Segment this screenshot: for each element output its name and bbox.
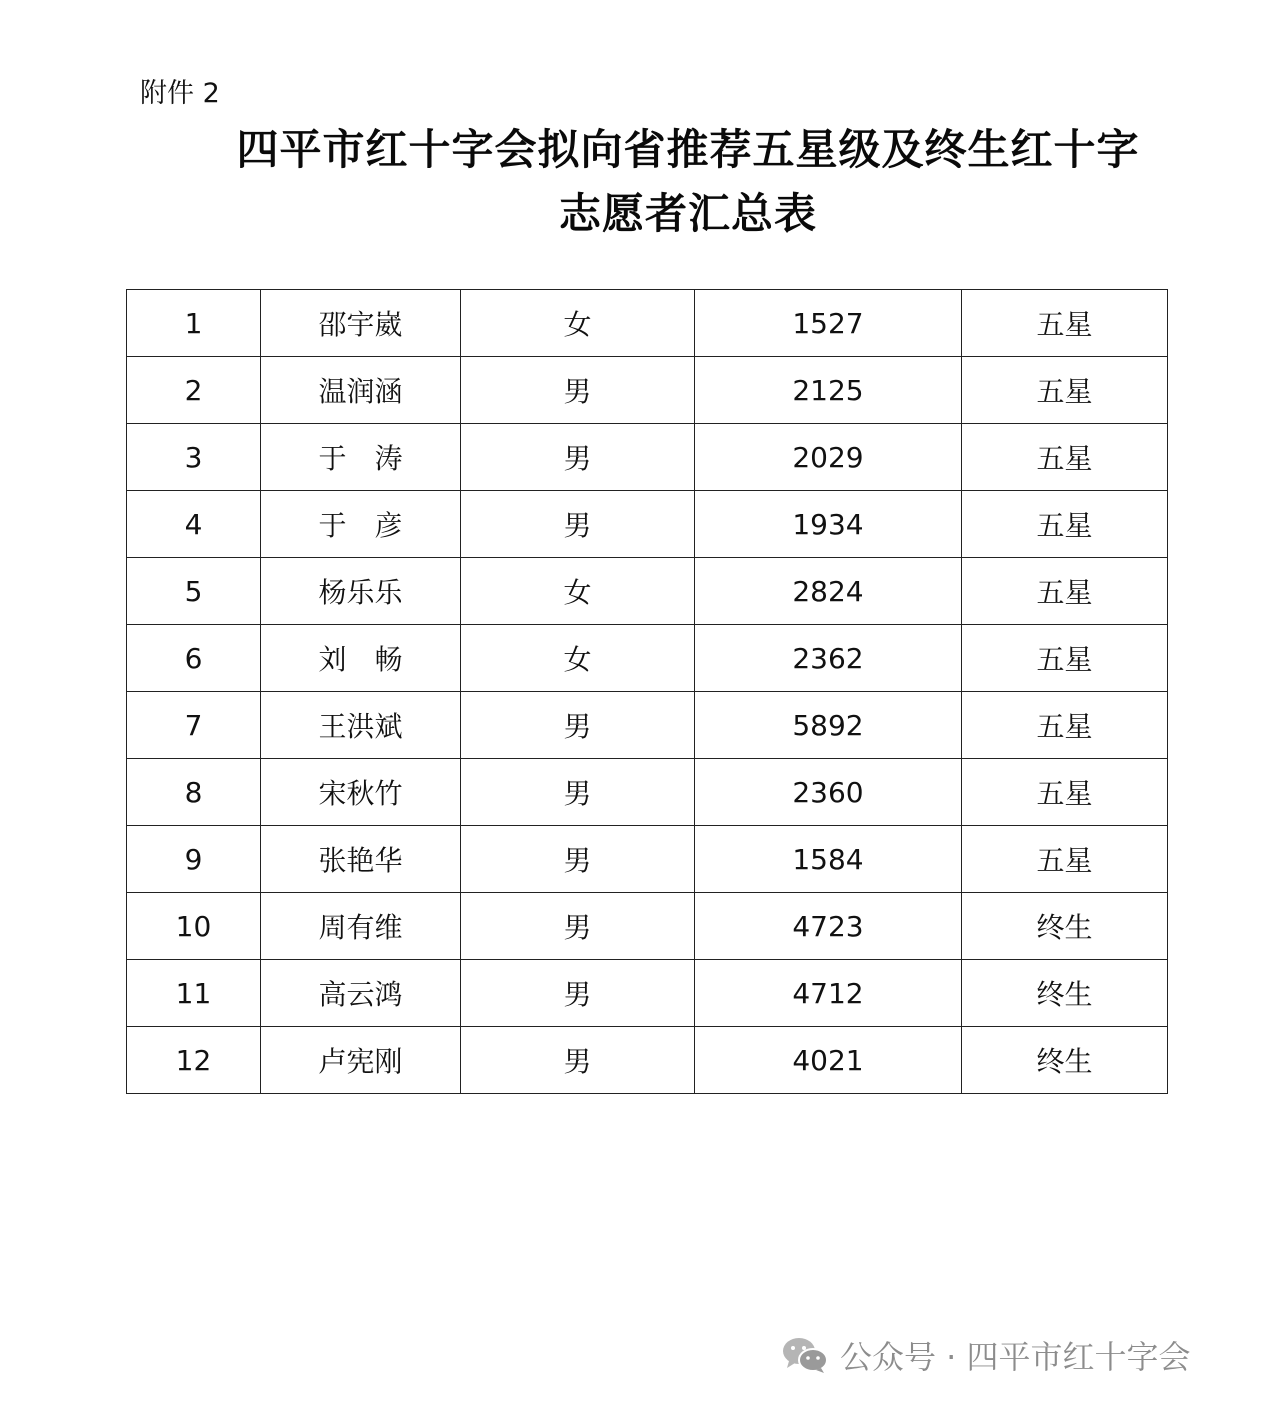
volunteer-gender: 女: [563, 308, 592, 341]
volunteer-level-cell: [962, 625, 1168, 692]
row-index: 7: [184, 708, 203, 742]
table-row: [127, 558, 1168, 625]
volunteer-hours-cell: [695, 290, 962, 357]
volunteer-gender: 男: [563, 777, 592, 810]
volunteer-name-cell: [261, 960, 461, 1027]
volunteer-name: 温润涵: [318, 375, 403, 408]
volunteer-hours: 2029: [792, 440, 864, 474]
volunteer-level-cell: [962, 558, 1168, 625]
volunteer-level: 五星: [1036, 308, 1093, 341]
volunteer-name: 宋秋竹: [318, 777, 403, 810]
volunteer-hours: 1584: [792, 842, 864, 876]
table-row: [127, 491, 1168, 558]
volunteer-gender-cell: [461, 491, 695, 558]
volunteer-gender: 男: [563, 710, 592, 743]
volunteer-level: 终生: [1036, 911, 1093, 944]
row-index: 9: [184, 842, 203, 876]
volunteer-gender-cell: [461, 692, 695, 759]
volunteer-level-cell: [962, 759, 1168, 826]
volunteer-gender-cell: [461, 558, 695, 625]
volunteer-name: 邵宇崴: [318, 308, 403, 341]
table-row: [127, 893, 1168, 960]
volunteer-hours-cell: [695, 759, 962, 826]
watermark-text: 公众号 · 四平市红十字会: [840, 1338, 1191, 1376]
table-row: [127, 625, 1168, 692]
row-index: 5: [184, 574, 203, 608]
table-row: [127, 692, 1168, 759]
volunteer-hours: 1527: [792, 306, 864, 340]
volunteer-name: 王洪斌: [318, 710, 403, 743]
volunteer-hours-cell: [695, 960, 962, 1027]
volunteer-level-cell: [962, 960, 1168, 1027]
volunteer-level: 五星: [1036, 643, 1093, 676]
volunteer-name: 于 彦: [318, 509, 403, 542]
volunteer-name: 于 涛: [318, 442, 403, 475]
volunteer-gender: 男: [563, 442, 592, 475]
volunteer-gender: 男: [563, 509, 592, 542]
document-title-line-2: 志愿者汇总表: [558, 189, 817, 238]
volunteer-hours-cell: [695, 692, 962, 759]
volunteer-gender-cell: [461, 625, 695, 692]
table-row: [127, 424, 1168, 491]
volunteer-hours: 5892: [792, 708, 864, 742]
row-index-cell: [127, 692, 261, 759]
volunteer-level-cell: [962, 893, 1168, 960]
volunteer-hours: 4723: [792, 909, 864, 943]
volunteer-hours: 2824: [792, 574, 864, 608]
volunteer-name-cell: [261, 290, 461, 357]
volunteer-level: 五星: [1036, 576, 1093, 609]
row-index: 3: [184, 440, 203, 474]
volunteer-name-cell: [261, 357, 461, 424]
volunteer-gender-cell: [461, 424, 695, 491]
volunteer-name: 张艳华: [318, 844, 403, 877]
attachment-label: 附件 2: [140, 78, 220, 109]
volunteer-hours-cell: [695, 424, 962, 491]
table-row: [127, 290, 1168, 357]
document-title-line-1: 四平市红十字会拟向省推荐五星级及终生红十字: [236, 125, 1140, 174]
volunteer-name-cell: [261, 424, 461, 491]
watermark: [780, 1330, 1191, 1380]
volunteer-level-cell: [962, 1027, 1168, 1094]
volunteer-gender: 男: [563, 911, 592, 944]
table-row: [127, 826, 1168, 893]
volunteer-level-cell: [962, 692, 1168, 759]
volunteer-level: 五星: [1036, 844, 1093, 877]
volunteer-hours-cell: [695, 357, 962, 424]
row-index: 2: [184, 373, 203, 407]
row-index-cell: [127, 625, 261, 692]
table-row: [127, 357, 1168, 424]
row-index-cell: [127, 558, 261, 625]
volunteer-hours: 2362: [792, 641, 864, 675]
volunteer-gender-cell: [461, 1027, 695, 1094]
volunteer-level-cell: [962, 290, 1168, 357]
volunteer-name-cell: [261, 491, 461, 558]
table-body: [127, 290, 1168, 1094]
row-index: 10: [175, 909, 212, 943]
volunteer-hours: 4712: [792, 976, 864, 1010]
volunteer-hours: 1934: [792, 507, 864, 541]
volunteer-gender: 男: [563, 1045, 592, 1078]
volunteer-name-cell: [261, 692, 461, 759]
row-index-cell: [127, 290, 261, 357]
volunteer-level-cell: [962, 826, 1168, 893]
volunteer-hours-cell: [695, 558, 962, 625]
row-index: 12: [175, 1043, 212, 1077]
volunteer-gender: 男: [563, 375, 592, 408]
table-row: [127, 759, 1168, 826]
row-index: 8: [184, 775, 203, 809]
volunteer-gender-cell: [461, 826, 695, 893]
volunteer-name-cell: [261, 625, 461, 692]
row-index-cell: [127, 491, 261, 558]
volunteer-gender: 男: [563, 844, 592, 877]
volunteer-level: 五星: [1036, 710, 1093, 743]
row-index-cell: [127, 826, 261, 893]
volunteer-gender-cell: [461, 357, 695, 424]
volunteer-gender-cell: [461, 759, 695, 826]
volunteer-gender-cell: [461, 893, 695, 960]
volunteer-gender-cell: [461, 960, 695, 1027]
volunteer-hours: 2360: [792, 775, 864, 809]
table-row: [127, 960, 1168, 1027]
volunteer-hours: 4021: [792, 1043, 864, 1077]
volunteer-hours-cell: [695, 893, 962, 960]
row-index-cell: [127, 759, 261, 826]
volunteer-level: 终生: [1036, 978, 1093, 1011]
volunteer-level: 五星: [1036, 375, 1093, 408]
volunteer-name-cell: [261, 826, 461, 893]
volunteer-level: 五星: [1036, 442, 1093, 475]
volunteer-level: 五星: [1036, 777, 1093, 810]
volunteer-name-cell: [261, 893, 461, 960]
volunteer-gender-cell: [461, 290, 695, 357]
document-title: [0, 122, 1280, 242]
row-index: 1: [184, 306, 203, 340]
row-index: 11: [175, 976, 212, 1010]
volunteer-name: 高云鸿: [318, 978, 403, 1011]
row-index-cell: [127, 1027, 261, 1094]
volunteer-level: 五星: [1036, 509, 1093, 542]
volunteer-name-cell: [261, 1027, 461, 1094]
volunteer-name-cell: [261, 759, 461, 826]
row-index-cell: [127, 357, 261, 424]
row-index-cell: [127, 960, 261, 1027]
row-index: 6: [184, 641, 203, 675]
row-index-cell: [127, 424, 261, 491]
volunteer-level-cell: [962, 357, 1168, 424]
volunteer-gender: 女: [563, 643, 592, 676]
volunteer-level: 终生: [1036, 1045, 1093, 1078]
row-index: 4: [184, 507, 203, 541]
volunteer-hours-cell: [695, 1027, 962, 1094]
volunteer-gender: 男: [563, 978, 592, 1011]
volunteer-summary-table: [126, 289, 1168, 1094]
volunteer-hours-cell: [695, 491, 962, 558]
volunteer-gender: 女: [563, 576, 592, 609]
wechat-icon: [780, 1335, 830, 1375]
table-row: [127, 1027, 1168, 1094]
volunteer-hours-cell: [695, 625, 962, 692]
volunteer-name: 杨乐乐: [318, 576, 403, 609]
volunteer-name: 卢宪刚: [318, 1045, 403, 1078]
volunteer-name: 刘 畅: [318, 643, 403, 676]
volunteer-hours: 2125: [792, 373, 864, 407]
volunteer-level-cell: [962, 424, 1168, 491]
volunteer-name: 周有维: [318, 911, 403, 944]
row-index-cell: [127, 893, 261, 960]
volunteer-level-cell: [962, 491, 1168, 558]
volunteer-name-cell: [261, 558, 461, 625]
volunteer-hours-cell: [695, 826, 962, 893]
